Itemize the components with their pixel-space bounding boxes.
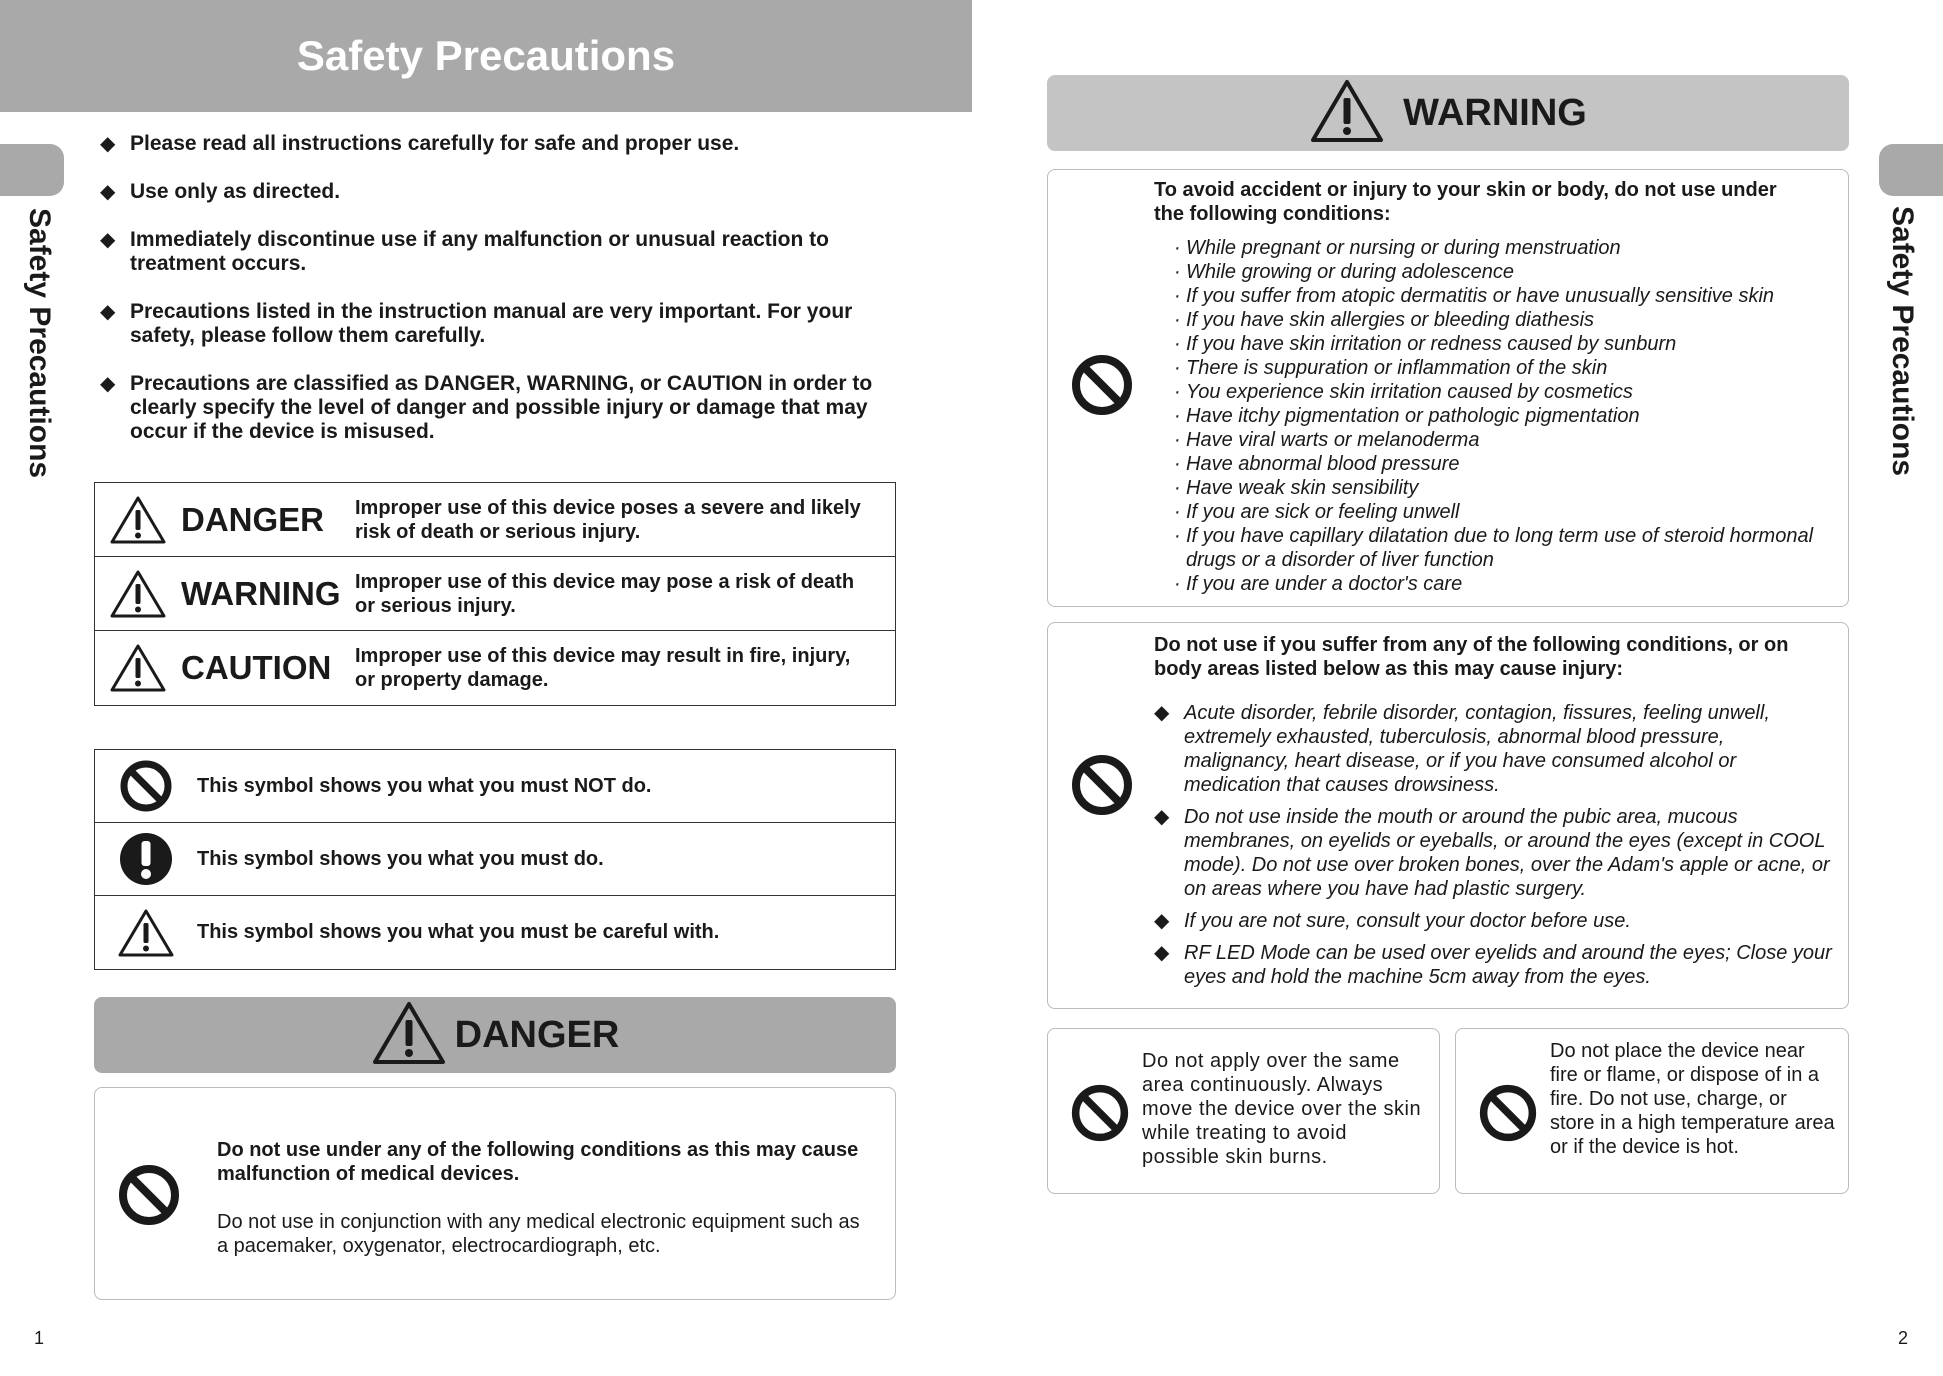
symbol-row-mandatory	[95, 823, 895, 896]
list-item: · There is suppuration or inflammation of the skin	[1174, 357, 1608, 379]
diamond-bullet-icon: ◆	[1154, 702, 1170, 724]
danger-section-label: DANGER	[454, 1013, 620, 1056]
list-item: · Have weak skin sensibility	[1174, 477, 1419, 499]
prohibition-icon	[1478, 1083, 1538, 1148]
warning-section-header	[1047, 75, 1849, 151]
side-label-right: Safety Precautions	[1886, 206, 1919, 477]
level-row-caution	[95, 631, 895, 705]
caution-triangle-icon	[371, 1000, 447, 1071]
list-item: · While pregnant or nursing or during menstruation	[1174, 237, 1621, 259]
level-label: DANGER	[181, 500, 325, 538]
prohibition-icon	[1070, 353, 1134, 422]
hazard-level-table	[94, 482, 896, 706]
symbol-description: This symbol shows you what you must be careful with.	[197, 921, 720, 943]
list-item: · While growing or during adolescence	[1174, 261, 1514, 283]
page-title: Safety Precautions	[296, 32, 676, 79]
list-item: · Have itchy pigmentation or pathologic pigmentation	[1174, 405, 1640, 427]
caution-triangle-icon	[95, 643, 181, 693]
diamond-bullet-icon: ◆	[100, 373, 116, 395]
level-description: Improper use of this device may pose a risk of death or serious injury.	[355, 570, 855, 617]
page-number: 1	[34, 1328, 45, 1348]
list-item: · If you suffer from atopic dermatitis or have unusually sensitive skin	[1174, 285, 1775, 307]
list-item: ◆ If you are not sure, consult your doctor before use.	[1154, 910, 1631, 932]
intro-item: ◆ Please read all instructions carefully for safe and proper use.	[100, 132, 740, 155]
page-number: 2	[1898, 1328, 1909, 1348]
caution-triangle-icon	[95, 495, 181, 545]
diamond-bullet-icon: ◆	[1154, 942, 1170, 964]
warning-box-heading: To avoid accident or injury to your skin or body, do not use under the following conditions:	[1154, 179, 1777, 225]
diamond-bullet-icon: ◆	[100, 181, 116, 203]
level-row-danger	[95, 483, 895, 557]
level-label: WARNING	[181, 574, 341, 612]
condition-list	[1174, 236, 1834, 596]
prohibition-icon	[117, 1163, 181, 1232]
level-description: Improper use of this device may result in fire, injury, or property damage.	[355, 645, 851, 691]
list-item: ◆ RF LED Mode can be used over eyelids and around the eyes; Close your eyes and hold the machine 5cm away from the eyes.	[1154, 942, 1832, 988]
list-item: · If you have skin allergies or bleeding diathesis	[1174, 309, 1595, 331]
level-label: CAUTION	[181, 649, 332, 686]
intro-item: ◆ Precautions are classified as DANGER, WARNING, or CAUTION in order to clearly specify the level of danger and possible injury or damage that may occur if the device is misused.	[100, 372, 873, 443]
list-item: · You experience skin irritation caused by cosmetics	[1174, 381, 1633, 403]
diamond-bullet-icon: ◆	[100, 229, 116, 251]
danger-section-header	[94, 997, 896, 1073]
list-item: · If you are sick or feeling unwell	[1174, 501, 1460, 523]
warning-box-skin-burns	[1047, 1028, 1440, 1194]
body-area-list	[1154, 701, 1834, 997]
warning-section-label: WARNING	[1403, 91, 1587, 134]
diamond-bullet-icon: ◆	[100, 301, 116, 323]
symbol-description: This symbol shows you what you must do.	[197, 847, 604, 870]
intro-item: ◆ Immediately discontinue use if any malfunction or unusual reaction to treatment occurs.	[100, 228, 829, 275]
side-tab-right	[1879, 144, 1943, 196]
intro-item: ◆ Precautions listed in the instruction manual are very important. For your safety, please follow them carefully.	[100, 300, 853, 347]
list-item: · Have viral warts or melanoderma	[1174, 429, 1480, 451]
list-item: ◆ Do not use inside the mouth or around the pubic area, mucous membranes, on eyelids or eyeballs, or around the eyes (except in COOL mode). Do not use over broken bones, over the Adam's apple or acne, or on areas where you have had plastic surgery.	[1154, 806, 1830, 900]
diamond-bullet-icon: ◆	[1154, 806, 1170, 828]
warning-box-text: Do not place the device near fire or flame, or dispose of in a fire. Do not use, charge, or store in a high temperature area or if the device is hot.	[1550, 1040, 1835, 1158]
page-title-bar	[0, 0, 972, 112]
level-row-warning	[95, 557, 895, 631]
list-item: · If you have capillary dilatation due to long term use of steroid hormonal drugs or a disorder of liver function	[1174, 525, 1814, 571]
danger-box-text: Do not use in conjunction with any medical electronic equipment such as a pacemaker, oxygenator, electrocardiograph, etc.	[217, 1211, 860, 1257]
symbol-description: This symbol shows you what you must NOT do.	[197, 774, 652, 797]
warning-box-text: Do not apply over the same area continuously. Always move the device over the skin while treating to avoid possible skin burns.	[1142, 1050, 1422, 1168]
warning-box-heading: Do not use if you suffer from any of the following conditions, or on body areas listed below as this may cause injury:	[1154, 634, 1789, 680]
level-description: Improper use of this device poses a severe and likely risk of death or serious injury.	[355, 496, 861, 543]
warning-box-fire	[1455, 1028, 1849, 1194]
list-item: · Have abnormal blood pressure	[1174, 453, 1460, 475]
warning-box-body-areas	[1047, 622, 1849, 1009]
prohibition-icon	[1070, 753, 1134, 822]
list-item: · If you have skin irritation or redness caused by sunburn	[1174, 333, 1677, 355]
symbol-row-caution	[95, 896, 895, 969]
prohibition-icon	[1070, 1083, 1130, 1148]
prohibition-icon	[95, 759, 197, 813]
side-tab-left	[0, 144, 64, 196]
mandatory-icon	[95, 832, 197, 886]
caution-triangle-icon	[95, 908, 197, 958]
intro-list	[100, 132, 920, 468]
symbol-row-prohibition	[95, 750, 895, 823]
danger-box	[94, 1087, 896, 1300]
warning-box-conditions	[1047, 169, 1849, 607]
caution-triangle-icon	[1309, 78, 1385, 149]
diamond-bullet-icon: ◆	[1154, 910, 1170, 932]
caution-triangle-icon	[95, 569, 181, 619]
danger-box-bold-text: Do not use under any of the following conditions as this may cause malfunction of medical devices.	[217, 1139, 859, 1185]
symbol-legend-table	[94, 749, 896, 970]
list-item: · If you are under a doctor's care	[1174, 573, 1463, 595]
intro-item: ◆ Use only as directed.	[100, 180, 341, 203]
list-item: ◆ Acute disorder, febrile disorder, contagion, fissures, feeling unwell, extremely exhausted, tuberculosis, abnormal blood pressure, malignancy, heart disease, or if you have consumed alcohol or medication that causes drowsiness.	[1154, 702, 1770, 796]
side-label-left: Safety Precautions	[23, 208, 56, 479]
diamond-bullet-icon: ◆	[100, 133, 116, 155]
